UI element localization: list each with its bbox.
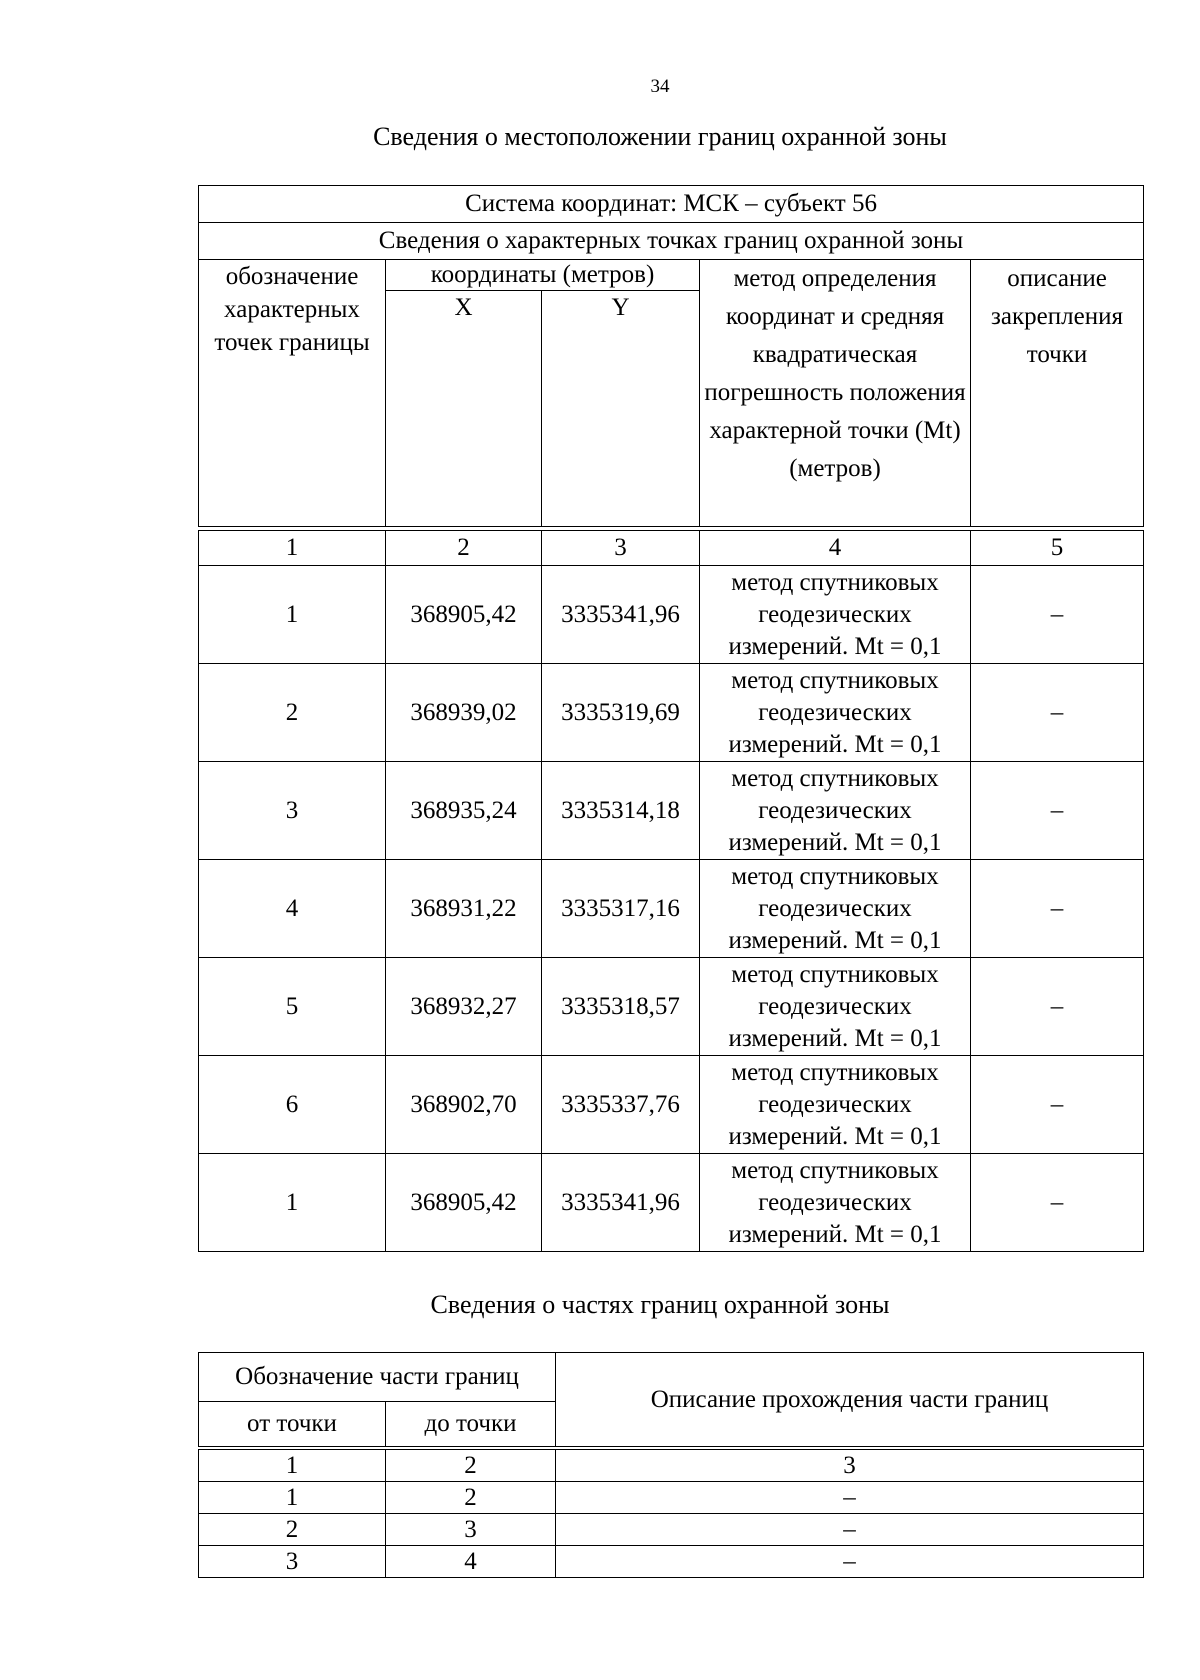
col-from-header: от точки	[199, 1402, 386, 1447]
point-id-cell: 2	[199, 664, 386, 762]
point-id-cell: 5	[199, 958, 386, 1056]
column-number: 4	[700, 531, 971, 566]
table-row	[199, 1482, 1144, 1514]
part-description-cell: –	[556, 1514, 1144, 1546]
column-number: 2	[386, 1450, 556, 1482]
x-coordinate-cell: 368905,42	[386, 1154, 542, 1252]
table-row	[199, 762, 1144, 860]
column-number: 5	[971, 531, 1144, 566]
page-number: 34	[650, 76, 670, 97]
method-cell: метод спутниковых геодезических измерений. Mt = 0,1	[700, 958, 971, 1056]
table-row	[199, 1056, 1144, 1154]
col-x-header: X	[386, 291, 542, 527]
y-coordinate-cell: 3335319,69	[542, 664, 700, 762]
point-id-cell: 1	[199, 566, 386, 664]
method-cell: метод спутниковых геодезических измерений. Mt = 0,1	[700, 1154, 971, 1252]
fixing-description-cell: –	[971, 958, 1144, 1056]
x-coordinate-cell: 368902,70	[386, 1056, 542, 1154]
table-row	[199, 1514, 1144, 1546]
table-row	[199, 1154, 1144, 1252]
method-cell: метод спутниковых геодезических измерений. Mt = 0,1	[700, 1056, 971, 1154]
y-coordinate-cell: 3335314,18	[542, 762, 700, 860]
x-coordinate-cell: 368905,42	[386, 566, 542, 664]
method-cell: метод спутниковых геодезических измерений. Mt = 0,1	[700, 860, 971, 958]
x-coordinate-cell: 368935,24	[386, 762, 542, 860]
point-id-cell: 1	[199, 1154, 386, 1252]
fixing-description-cell: –	[971, 762, 1144, 860]
method-cell: метод спутниковых геодезических измерений. Mt = 0,1	[700, 664, 971, 762]
fixing-description-cell: –	[971, 1154, 1144, 1252]
col-coords-header: координаты (метров)	[386, 260, 700, 291]
table-row	[199, 664, 1144, 762]
y-coordinate-cell: 3335318,57	[542, 958, 700, 1056]
col-description-header: описание закрепления точки	[971, 260, 1144, 527]
point-id-cell: 4	[199, 860, 386, 958]
part-description-cell: –	[556, 1546, 1144, 1578]
table-row	[199, 860, 1144, 958]
column-number: 1	[199, 531, 386, 566]
x-coordinate-cell: 368932,27	[386, 958, 542, 1056]
points-info-header: Сведения о характерных точках границ охранной зоны	[199, 223, 1144, 260]
table-row	[199, 958, 1144, 1056]
parts-table	[198, 1352, 1144, 1578]
col-part-description-header: Описание прохождения части границ	[556, 1353, 1144, 1447]
col-y-header: Y	[542, 291, 700, 527]
x-coordinate-cell: 368939,02	[386, 664, 542, 762]
fixing-description-cell: –	[971, 1056, 1144, 1154]
from-point-cell: 2	[199, 1514, 386, 1546]
method-cell: метод спутниковых геодезических измерений. Mt = 0,1	[700, 762, 971, 860]
fixing-description-cell: –	[971, 664, 1144, 762]
table-row	[199, 566, 1144, 664]
to-point-cell: 3	[386, 1514, 556, 1546]
y-coordinate-cell: 3335341,96	[542, 1154, 700, 1252]
to-point-cell: 2	[386, 1482, 556, 1514]
col-part-designation-header: Обозначение части границ	[199, 1353, 556, 1402]
location-title: Сведения о местоположении границ охранной зоны	[373, 122, 947, 151]
from-point-cell: 1	[199, 1482, 386, 1514]
coord-system-header: Система координат: МСК – субъект 56	[199, 186, 1144, 223]
part-description-cell: –	[556, 1482, 1144, 1514]
y-coordinate-cell: 3335317,16	[542, 860, 700, 958]
col-to-header: до точки	[386, 1402, 556, 1447]
x-coordinate-cell: 368931,22	[386, 860, 542, 958]
column-number: 3	[542, 531, 700, 566]
fixing-description-cell: –	[971, 566, 1144, 664]
parts-title: Сведения о частях границ охранной зоны	[430, 1290, 890, 1319]
fixing-description-cell: –	[971, 860, 1144, 958]
column-number: 2	[386, 531, 542, 566]
to-point-cell: 4	[386, 1546, 556, 1578]
point-id-cell: 3	[199, 762, 386, 860]
points-table	[198, 185, 1144, 1252]
method-cell: метод спутниковых геодезических измерений. Mt = 0,1	[700, 566, 971, 664]
point-id-cell: 6	[199, 1056, 386, 1154]
column-number: 3	[556, 1450, 1144, 1482]
y-coordinate-cell: 3335341,96	[542, 566, 700, 664]
column-number: 1	[199, 1450, 386, 1482]
col-method-header: метод определения координат и средняя квадратическая погрешность положения характерной точки (Mt) (метров)	[700, 260, 971, 527]
from-point-cell: 3	[199, 1546, 386, 1578]
table-row	[199, 1546, 1144, 1578]
col-designation-header: обозначение характерных точек границы	[199, 260, 386, 527]
y-coordinate-cell: 3335337,76	[542, 1056, 700, 1154]
